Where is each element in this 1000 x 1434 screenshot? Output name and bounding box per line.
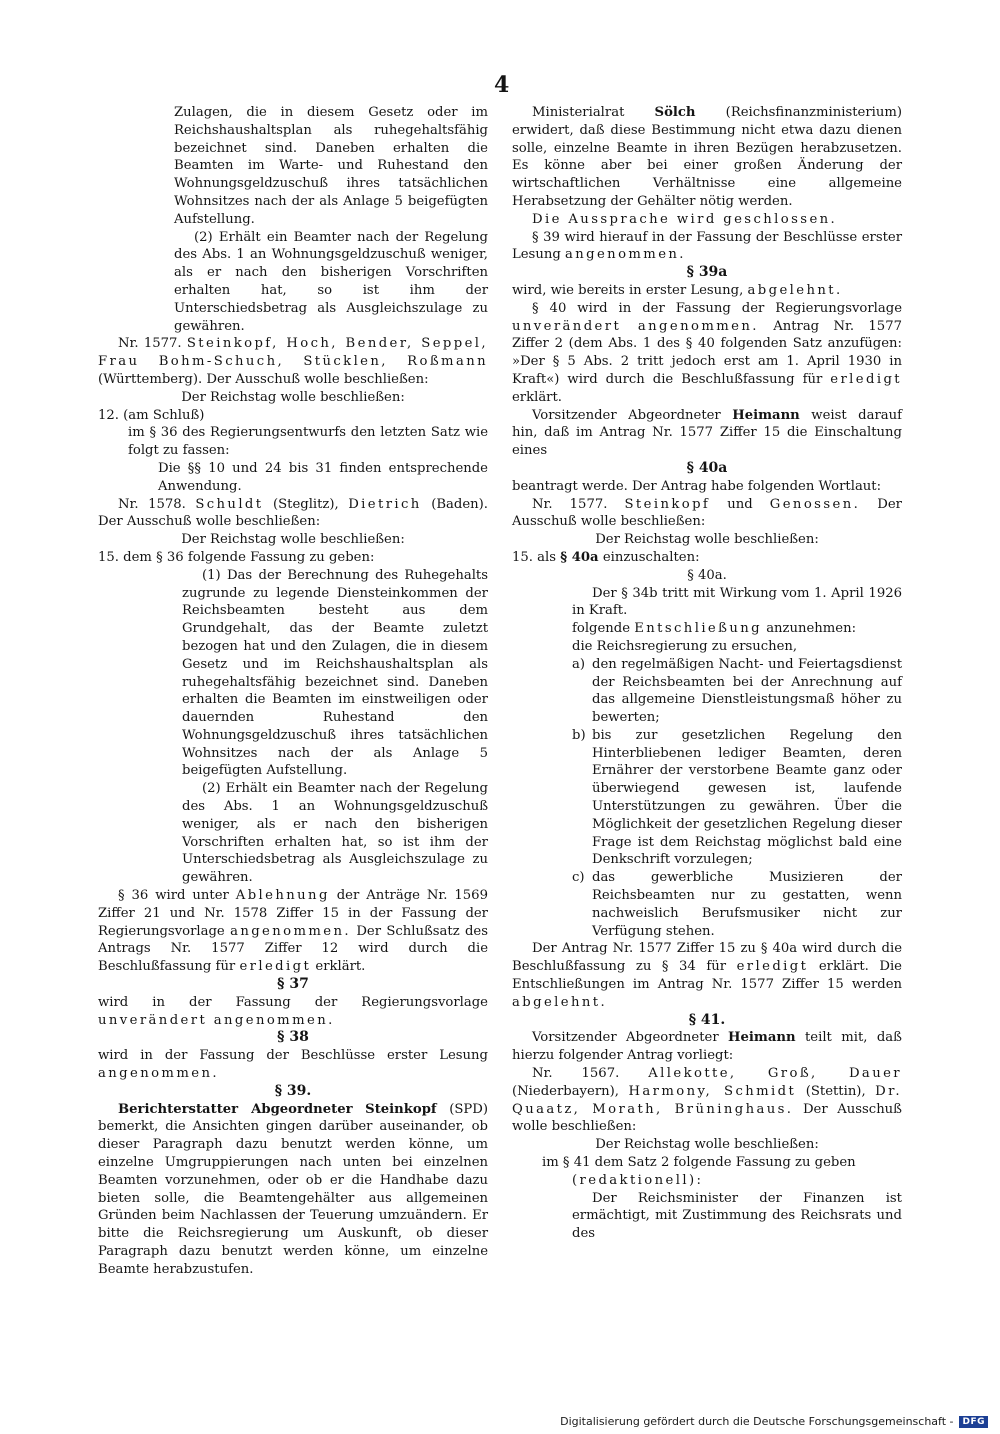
paragraph: Berichterstatter Abgeordneter Steinkopf (SPD) bemerkt, die Ansichten gingen darüber auseinander, ob dieser Paragraph dazu benutzt werden könne, um einzelne Umgruppierungen nach unten bei einzelnen Beamten vorzunehmen, oder ob er die Handhabe dazu bieten solle, die Beamtengehälter aus allgemeinen Gründen beim Nachlassen der Teuerung umzuändern. Er bitte die Reichsregierung um Auskunft, ob dieser Paragraph dazu benutzt werden könne, um einzelne Beamte herabzustufen. <box>98 1101 488 1277</box>
paragraph: § 39 wird hierauf in der Fassung der Beschlüsse erster Lesung angenommen. <box>512 229 902 263</box>
paragraph: Der Reichstag wolle beschließen: <box>181 532 405 548</box>
paragraph: Die Aussprache wird geschlossen. <box>532 211 838 227</box>
paragraph: Der § 34b tritt mit Wirkung vom 1. April 1926 in Kraft. <box>572 585 902 619</box>
paragraph: Vorsitzender Abgeordneter Heimann weist darauf hin, daß im Antrag Nr. 1577 Ziffer 15 die Einschaltung eines <box>512 407 902 459</box>
paragraph: Die §§ 10 und 24 bis 31 finden entsprechende Anwendung. <box>158 460 488 494</box>
section-heading: § 38 <box>277 1029 309 1046</box>
paragraph: Vorsitzender Abgeordneter Heimann teilt mit, daß hierzu folgender Antrag vorliegt: <box>512 1030 902 1064</box>
paragraph: 15. dem § 36 folgende Fassung zu geben: <box>98 549 375 565</box>
paragraph: Der Reichstag wolle beschließen: <box>595 532 819 548</box>
motion-1577: Nr. 1577. Steinkopf und Genossen. Der Ausschuß wolle beschließen: <box>512 496 902 530</box>
motion-1577: Nr. 1577. Steinkopf, Hoch, Bender, Seppel, Frau Bohm-Schuch, Stücklen, Roßmann (Württemberg). Der Ausschuß wolle beschließen: <box>98 336 488 387</box>
paragraph: (2) Erhält ein Beamter nach der Regelung des Abs. 1 an Wohnungsgeldzuschuß weniger, als er nach den bisherigen Vorschriften erhalten hat, so ist ihm der Unterschiedsbetrag als Ausgleichszulage zu gewähren. <box>174 229 488 334</box>
paragraph: Ministerialrat Sölch (Reichsfinanzministerium) erwidert, daß diese Bestimmung nicht etwa dazu dienen solle, einzelne Beamte in ihren Bezügen herabzusetzen. Es könne aber bei einer großen Änderung der wirtschaftlichen Verhältnisse eine allgemeine Herabsetzung der Gehälter nötig werden. <box>512 105 902 209</box>
paragraph: folgende Entschließung anzunehmen: <box>572 621 857 637</box>
paragraph: (redaktionell): <box>572 1172 704 1188</box>
member-names: Steinkopf, Hoch, Bender, Seppel, Frau Bohm-Schuch, Stücklen, Roßmann <box>98 336 488 370</box>
paragraph: Zulagen, die in diesem Gesetz oder im Reichshaushaltsplan als ruhegehaltsfähig bezeichnet sind. Daneben erhalten die Beamten im Warte- und Ruhestand den Wohnungsgeldzuschuß ihres tatsächlichen Wohnsitzes nach der als Anlage 5 beigefügten Aufstellung. <box>174 105 488 227</box>
dfg-logo: DFG <box>959 1416 988 1428</box>
list-item: b) bis zur gesetzlichen Regelung den Hinterbliebenen lediger Beamten, deren Ernährer der verstorbene Beamte ganz oder überwiegend gewesen ist, laufende Unterstützungen zu gewähren. Über die Möglichkeit der gesetzlichen Regelung dieser Frage ist dem Reichstag möglichst bald eine Denkschrift vorzulegen; <box>572 727 902 868</box>
paragraph: Der Reichstag wolle beschließen: <box>595 1137 819 1153</box>
list-item: c) das gewerbliche Musizieren der Reichsbeamten nur zu gestatten, wenn nachweislich Berufsmusiker nicht zur Verfügung stehen. <box>572 870 902 939</box>
paragraph: die Reichsregierung zu ersuchen, <box>572 638 798 654</box>
paragraph: (2) Erhält ein Beamter nach der Regelung des Abs. 1 an Wohnungsgeldzuschuß weniger, als er nach den bisherigen Vorschriften erhalten hat, so ist ihm der Unterschiedsbetrag als Ausgleichszulage zu gewähren. <box>182 781 488 886</box>
section-heading: § 37 <box>277 976 309 993</box>
footer-text: Digitalisierung gefördert durch die Deutsche Forschungsgemeinschaft - <box>560 1415 954 1428</box>
section-heading: § 39a <box>686 264 728 281</box>
paragraph: Der Reichstag wolle beschließen: <box>181 389 405 405</box>
motion-1578: Nr. 1578. Schuldt (Steglitz), Dietrich (Baden). Der Ausschuß wolle beschließen: <box>98 496 488 530</box>
section-heading: § 41. <box>688 1011 726 1028</box>
motion-1567: Nr. 1567. Allekotte, Groß, Dauer (Niederbayern), Harmony, Schmidt (Stettin), Dr. Quaatz, Morath, Brüninghaus. Der Ausschuß wolle beschließen: <box>512 1066 902 1135</box>
paragraph: 15. als § 40a einzuschalten: <box>512 549 700 565</box>
right-column <box>512 104 902 1243</box>
paragraph: wird, wie bereits in erster Lesung, abgelehnt. <box>512 282 843 298</box>
section-heading: § 39. <box>274 1082 312 1099</box>
paragraph: beantragt werde. Der Antrag habe folgenden Wortlaut: <box>512 478 882 494</box>
paragraph: im § 41 dem Satz 2 folgende Fassung zu geben <box>542 1155 856 1171</box>
paragraph: Der Reichsminister der Finanzen ist ermächtigt, mit Zustimmung des Reichsrats und des <box>572 1190 902 1242</box>
paragraph: § 40 wird in der Fassung der Regierungsvorlage unverändert angenommen. Antrag Nr. 1577 Ziffer 2 (dem Abs. 1 des § 40 folgenden Satz anzufügen: »Der § 5 Abs. 2 tritt jedoch erst am 1. April 1930 in Kraft«) wird durch die Beschlußfassung für erledigt erklärt. <box>512 300 902 405</box>
left-column <box>98 104 488 1279</box>
page-number: 4 <box>494 72 510 98</box>
paragraph: wird in der Fassung der Beschlüsse erster Lesung angenommen. <box>98 1048 488 1082</box>
paragraph: wird in der Fassung der Regierungsvorlage unverändert angenommen. <box>98 994 488 1028</box>
paragraph: § 40a. <box>687 567 727 583</box>
paragraph: im § 36 des Regierungsentwurfs den letzten Satz wie folgt zu fassen: <box>128 425 488 459</box>
dfg-footer <box>560 1415 988 1428</box>
section-heading: § 40a <box>686 459 728 476</box>
paragraph: 12. (am Schluß) <box>98 407 205 423</box>
paragraph: Der Antrag Nr. 1577 Ziffer 15 zu § 40a wird durch die Beschlußfassung zu § 34 für erledigt erklärt. Die Entschließungen im Antrag Nr. 1577 Ziffer 15 werden abgelehnt. <box>512 941 902 1010</box>
list-item: a) den regelmäßigen Nacht- und Feiertagsdienst der Reichsbeamten bei der Anrechnung auf das allgemeine Dienstleistungsmaß höher zu bewerten; <box>572 656 902 726</box>
decision-36: § 36 wird unter Ablehnung der Anträge Nr. 1569 Ziffer 21 und Nr. 1578 Ziffer 15 in der Fassung der Regierungsvorlage angenommen. Der Schlußsatz des Antrags Nr. 1577 Ziffer 12 wird durch die Beschlußfassung für erledigt erklärt. <box>98 888 489 975</box>
paragraph: (1) Das der Berechnung des Ruhegehalts zugrunde zu legende Diensteinkommen der Reichsbeamten besteht aus dem Grundgehalt, das der Beamte zuletzt bezogen hat und den Zulagen, die in diesem Gesetz und im Reichshaushaltsplan als ruhegehaltsfähig bezeichnet sind. Daneben erhalten die Beamten im einstweiligen oder dauernden Ruhestand den Wohnungsgeldzuschuß ihres tatsächlichen Wohnsitzes nach der als Anlage 5 beigefügten Aufstellung. <box>182 567 488 779</box>
